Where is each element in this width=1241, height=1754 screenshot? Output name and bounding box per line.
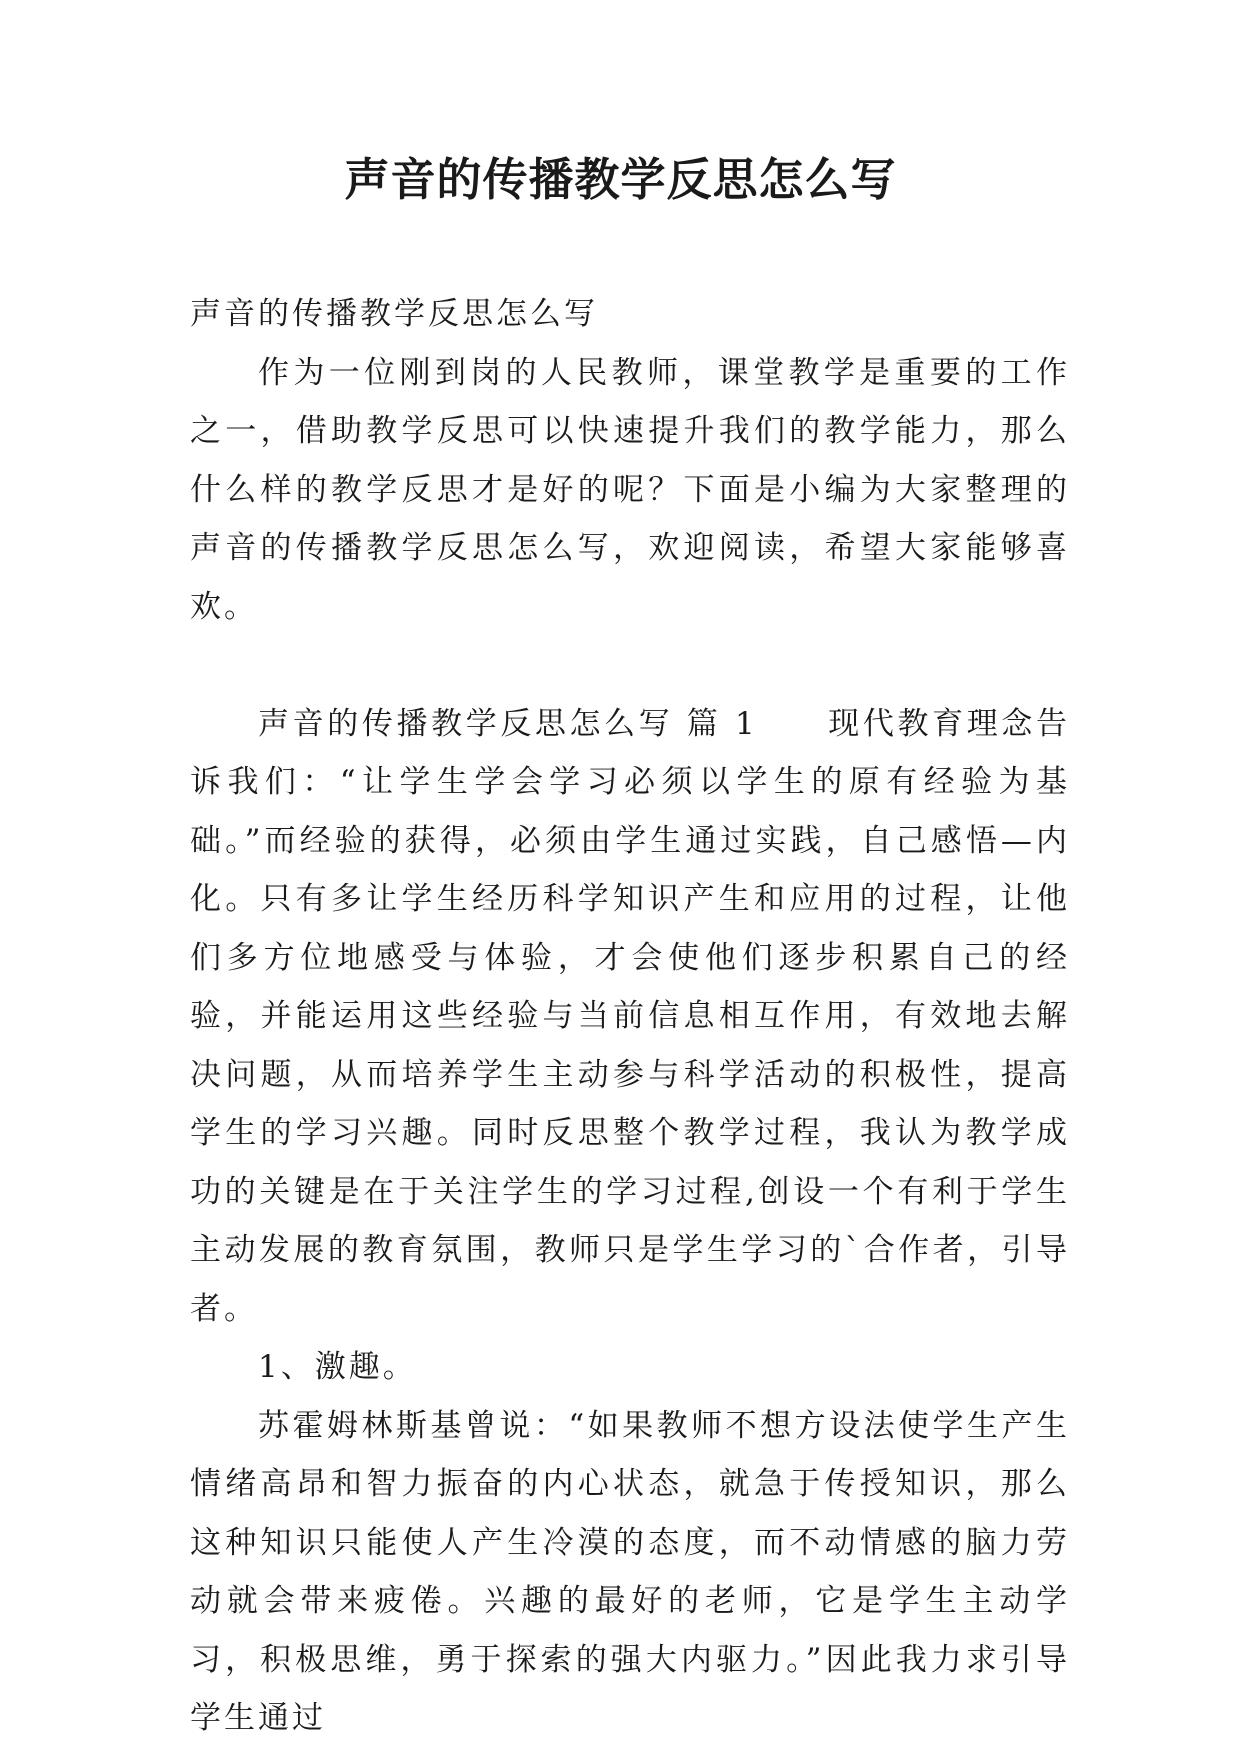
- document-subtitle: 声音的传播教学反思怎么写: [190, 296, 598, 332]
- point-1-paragraph: 苏霍姆林斯基曾说：“如果教师不想方设法使学生产生情绪高昂和智力振奋的内心状态，就急于传授知识，那么这种知识只能使人产生冷漠的态度，而不动情感的脑力劳动就会带来疲倦。兴趣的最好的老师，它是学生主动学习，积极思维，勇于探索的强大内驱力。”因此我力求引导学生通过: [190, 1407, 1070, 1736]
- paragraph-spacer: [190, 636, 1070, 695]
- point-1-heading: 1、激趣。: [258, 1349, 417, 1385]
- document-title: 声音的传播教学反思怎么写: [344, 153, 897, 206]
- document-body: [190, 285, 1070, 1748]
- intro-paragraph: 作为一位刚到岗的人民教师，课堂教学是重要的工作之一，借助教学反思可以快速提升我们的教学能力，那么什么样的教学反思才是好的呢？下面是小编为大家整理的声音的传播教学反思怎么写，欢迎阅读，希望大家能够喜欢。: [190, 354, 1070, 625]
- section-1-text: 现代教育理念告诉我们：“让学生学会学习必须以学生的原有经验为基础。”而经验的获得，必须由学生通过实践，自己感悟—内化。只有多让学生经历科学知识产生和应用的过程，让他们多方位地感受与体验，才会使他们逐步积累自己的经验，并能运用这些经验与当前信息相互作用，有效地去解决问题，从而培养学生主动参与科学活动的积极性，提高学生的学习兴趣。同时反思整个教学过程，我认为教学成功的关键是在于关注学生的学习过程,创设一个有利于学生主动发展的教育氛围，教师只是学生学习的`合作者，引导者。: [190, 705, 1071, 1327]
- section-1-heading: 声音的传播教学反思怎么写 篇 1: [258, 705, 758, 742]
- section-1-paragraph: [190, 695, 1070, 1339]
